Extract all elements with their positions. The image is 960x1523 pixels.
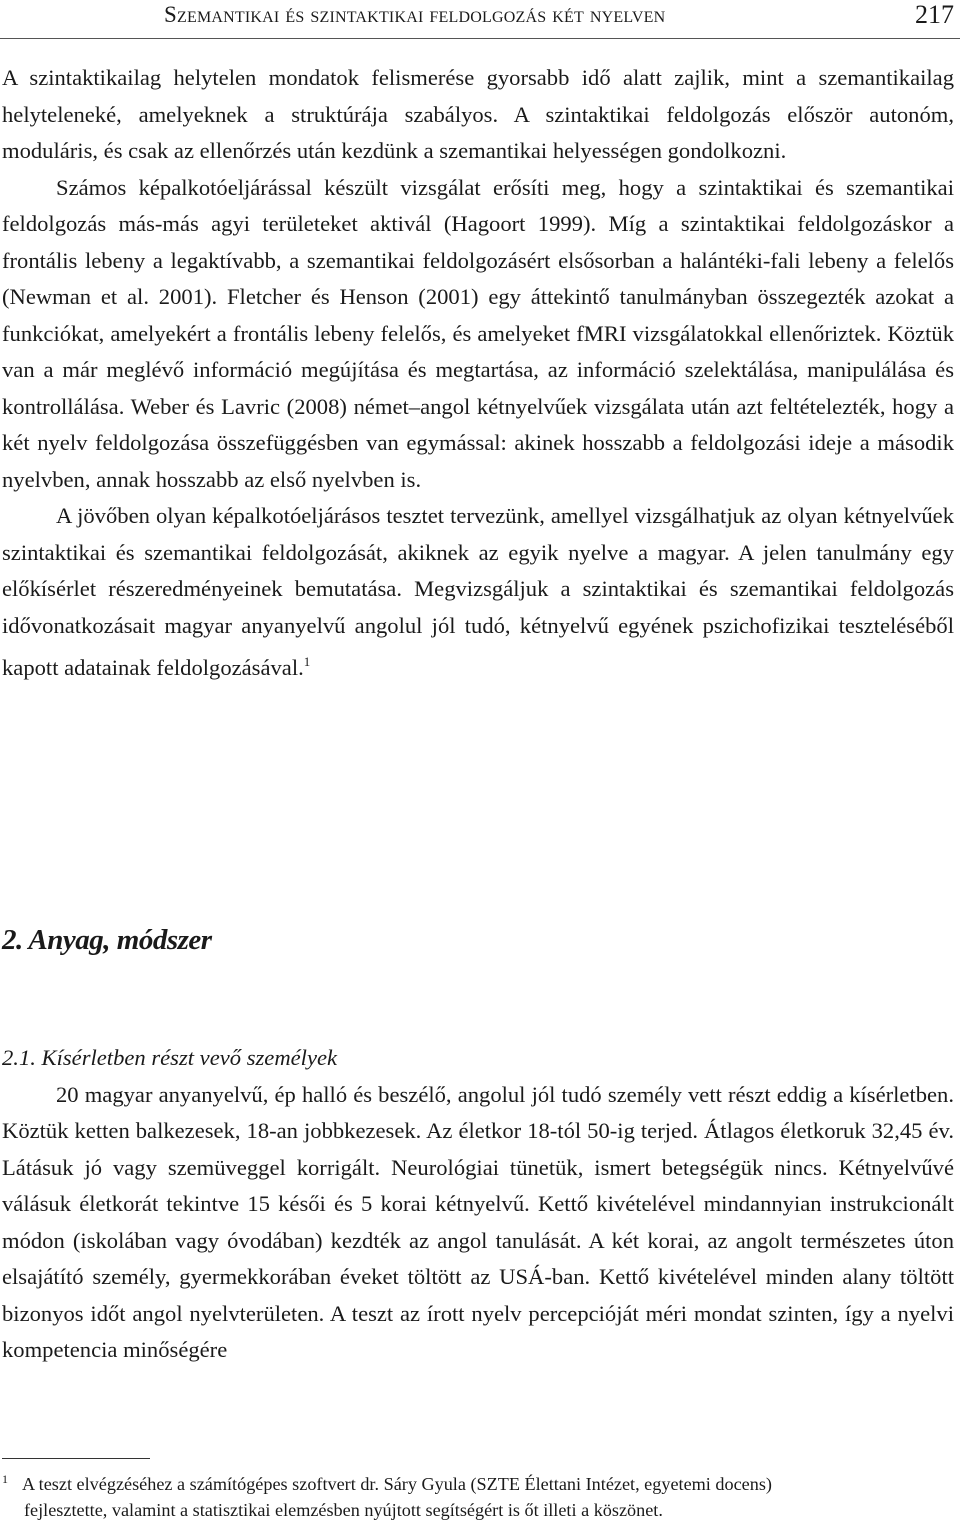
- subsection-heading: 2.1. Kísérletben részt vevő személyek: [2, 1045, 338, 1070]
- footnote-mark: 1: [2, 1472, 8, 1486]
- paragraph: Számos képalkotóeljárással készült vizsgálat erősíti meg, hogy a szintaktikai és szemantikai feldolgozás más-más agyi területeket aktivál (Hagoort 1999). Míg a szintaktikai feldolgozáskor a frontális lebeny a legaktívabb, a szemantikai feldolgozásért elsősorban a halántéki-fali lebeny a felelős (Newman et al. 2001). Fletcher és Henson (2001) egy áttekintő tanulmányban összegezték azokat a funkciókat, amelyekért a frontális lebeny felelős, és amelyeket fMRI vizsgálatokkal ellenőriztek. Köztük van a már meglévő információ megújítása és megtartása, az információ szelektálása, manipulálása és kontrollálása. Weber és Lavric (2008) német–angol kétnyelvűek vizsgálata után azt feltételezték, hogy a két nyelv feldolgozása összefüggésben van egymással: akinek hosszabb a feldolgozási ideje a második nyelvben, annak hosszabb az első nyelvben is.: [2, 174, 954, 492]
- page-number: 217: [915, 0, 954, 29]
- paragraph: 20 magyar anyanyelvű, ép halló és beszélő, angolul jól tudó személy vett részt eddig a kísérletben. Köztük ketten balkezesek, 18-an jobbkezesek. Az életkor 18-tól 50-ig terjed. Átlagos életkoruk 32,45 év. Látásuk jó vagy szemüveggel korrigált. Neurológiai tünetük, ismert betegségük nincs. Kétnyelvűvé válásuk életkorát tekintve 15 késői és 5 korai kétnyelvű. Kettő kivételével mindannyian instrukcionált módon (iskolában vagy óvodában) kezdték az angol tanulását. A két korai, az angolt természetes úton elsajátító személy, gyermekkorában éveket töltött az USÁ-ban. Kettő kivételével minden alany töltött bizonyos időt angol nyelvterületen. A teszt az írott nyelv percepcióját méri mondat szinten, így a nyelvi kompetencia minőségére: [2, 1081, 954, 1362]
- footnote-line: fejlesztette, valamint a statisztikai elemzésben nyújtott segítségért is őt illeti a köszönet.: [24, 1500, 663, 1520]
- body-text: [2, 60, 954, 687]
- section-body: [2, 1040, 954, 1369]
- section-heading: 2. Anyag, módszer: [2, 924, 212, 956]
- footnote-reference[interactable]: 1: [303, 654, 311, 669]
- footnote: [2, 1466, 956, 1523]
- paragraph-text: A jövőben olyan képalkotóeljárásos tesztet tervezünk, amellyel vizsgálhatjuk az olyan kétnyelvűek szintaktikai és szemantikai feldolgozását, akiknek az egyik nyelve a magyar. A jelen tanulmány egy előkísérlet részeredményeinek bemutatása. Megvizsgáljuk a szintaktikai és szemantikai feldolgozás idővonatkozásait magyar anyanyelvű angolul jól tudó, kétnyelvű egyének pszichofizikai teszteléséből kapott adatainak feldolgozásával.: [2, 503, 954, 680]
- page-header: [0, 0, 960, 39]
- footnote-line: A teszt elvégzéséhez a számítógépes szoftvert dr. Sáry Gyula (SZTE Élettani Intézet, egyetemi docens): [22, 1474, 772, 1494]
- running-title: Szemantikai és szintaktikai feldolgozás két nyelven: [164, 2, 666, 27]
- paragraph: A szintaktikailag helytelen mondatok felismerése gyorsabb idő alatt zajlik, mint a szemantikailag helyteleneké, amelyeknek a struktúrája szabályos. A szintaktikai feldolgozás először autonóm, moduláris, és csak az ellenőrzés után kezdünk a szemantikai helyességen gondolkozni.: [2, 65, 954, 163]
- paragraph: [2, 498, 954, 687]
- footnote-divider: [2, 1458, 150, 1459]
